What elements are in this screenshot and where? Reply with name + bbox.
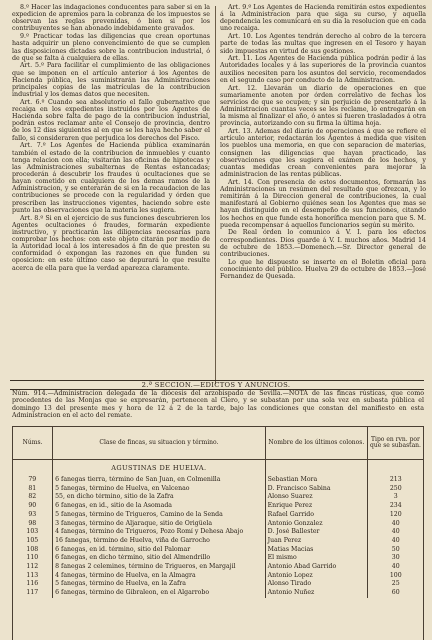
cell-num: 110: [13, 554, 53, 563]
paragraph: Art. 12. Llevarán un diario de operaciones en que sumariamente anoten por órden correlativo de fechas los servicios de que se ocupen; y sin perjuicio de presentarlo á la Administracion cuantas veces se les reclame, lo entregarán en la misma al finalizar el año, ó antes si fueren trasladados á otra provincia, autorizando con su firma la última hoja.: [220, 84, 426, 128]
table-row: [13, 572, 424, 581]
cell-desc: 4 fanegas, término de Huelva, en la Almagra: [53, 572, 266, 581]
cell-num: 90: [13, 502, 53, 511]
paragraph: Art. 5.º Para facilitar el cumplimiento de las obligaciones que se imponen en el artículo anterior á los Agentes de Hacienda pública, les suministrarán las Administraciones principales copias de las matrículas de la contribucion industrial y los demas datos que necesiten.: [12, 62, 210, 99]
paragraph: Art. 13. Ademas del diario de operaciones á que se refiere el artículo anterior, redactarán los Agentes á medida que visiten los pueblos una memoria, en que con separacion de materias, consignen las diligencias que hayan practicado, las observaciones que les sugiera el exámen de los hechos, y cuantas medidas crean convenientes para mejorar la administracion de las rentas públicas.: [220, 128, 426, 178]
cell-desc: 6 fanegas, en dicho término, sitio del Almendrillo: [53, 554, 266, 563]
paragraph: Art. 8.º Si en el ejercicio de sus funciones descubrieren los Agentes ocultaciones ó fraudes, formarán expediente instructivo, y practicarán las diligencias necesarias para comprobar los hechos: con este objeto citarán por medio de la Autoridad local á los interesados á fin de que presten su conformidad ó expongan las razones en que funden su oposicion: en este último caso se depurará lo que resulte acerca de ella para que la verdad aparezca claramente.: [12, 214, 210, 272]
table-row: [13, 563, 424, 572]
cell-num: 79: [13, 476, 53, 485]
table-header-row: [13, 427, 424, 460]
paragraph: Art. 6.º Cuando sea absolutorio el fallo gubernativo que recaiga en los expedientes instruidos por los Agentes de Hacienda sobre falta de pago de la contribucion industrial, podrán estos reclamar ante el Consejo de provincia, dentro de los 12 dias siguientes al en que se les haya hecho saber el fallo, si consideraren que perjudica los derechos del Fisco.: [12, 98, 210, 142]
header-desc: Clase de fincas, su situacion y término.: [53, 427, 266, 460]
cell-num: 117: [13, 589, 53, 598]
table-row: [13, 511, 424, 520]
cell-desc: 4 fanegas, término de Trigueros, Pozo Romí y Dehesa Abajo: [53, 528, 266, 537]
cell-colono: Antonio Gonzalez: [265, 520, 367, 529]
cell-price: 40: [391, 528, 400, 536]
cell-desc: 6 fanegas tierra, término de San Juan, en Colmenilla: [53, 476, 266, 485]
cell-num: 81: [13, 485, 53, 494]
cell-desc: 8 fanegas 2 celemines, término de Trigueros, en Margajil: [53, 563, 266, 572]
cell-desc: 16 fanegas, término de Huelva, viña de Garrocho: [53, 537, 266, 546]
table-row: [13, 537, 424, 546]
cell-price: 120: [389, 510, 402, 518]
left-column: [12, 4, 210, 272]
cell-price: 100: [389, 571, 402, 579]
cell-colono: Antonio Nuñez: [265, 589, 367, 598]
cell-price: 234: [389, 502, 402, 510]
paragraph: Art. 9.º Los Agentes de Hacienda remitirán estos expedientes á la Administracion para que siga su curso, y aquella dependencia les comunicará en su dia la resolucion que en cada uno recaiga.: [220, 4, 426, 33]
cell-desc: 5 fanegas, término de Huelva, en la Zafra: [53, 580, 266, 589]
header-name: Nombre de los últimos colonos.: [265, 427, 367, 460]
region-row: [13, 460, 424, 477]
cell-desc: 6 fanegas, en id., sitio de la Asomada: [53, 502, 266, 511]
cell-num: 105: [13, 537, 53, 546]
paragraph: Art. 14. Con presencia de estos documentos, formarán las Administraciones un resúmen del resultado que ofrezcan, y lo remitirán á la Direccion general de contribuciones, la cual manifestará al Gobierno quiénes sean los Agentes que mas se hayan distinguido en el desempeño de sus funciones, citando los hechos en que funde esta honorífica mencion para que S. M. pueda recompensar á aquellos funcionarios según su mérito.: [220, 178, 426, 229]
cell-colono: El mismo: [265, 554, 367, 563]
cell-num: 103: [13, 528, 53, 537]
table-row: [13, 476, 424, 485]
section-title: 2.ª SECCION.—EDICTOS Y ANUNCIOS.: [141, 381, 291, 389]
cell-colono: Rafael Garrido: [265, 511, 367, 520]
table-row: [13, 502, 424, 511]
cell-colono: Sebastian Mora: [265, 476, 367, 485]
cell-price: 213: [389, 476, 402, 483]
cell-colono: Matias Macias: [265, 546, 367, 555]
paragraph: Lo que he dispuesto se inserte en el Boletin oficial para conocimiento del público. Huelva 29 de octubre de 1853.—José Fernandez de Quesada.: [220, 258, 426, 280]
cell-colono: Antonio Abad Garrido: [265, 563, 367, 572]
cell-colono: Enrique Perez: [265, 502, 367, 511]
paragraph: Art. 11. Los Agentes de Hacienda pública podrán pedir á las Autoridades locales y á las superiores de la provincia cuantos auxilios necesiten para los asuntos del servicio, recomendados en el segundo caso por conducto de la Administracion.: [220, 55, 426, 84]
cell-num: 112: [13, 563, 53, 572]
paragraph: Art. 7.º Los Agentes de Hacienda pública examinarán también el estado de la contribucion de inmuebles y cuanto tenga relacion con ella; visitarán las oficinas de hipotecas y las Administraciones subalternas de Rentas estancadas; procederán á descubrir los fraudes ú ocultaciones que se hayan cometido en cualquiera de los demas ramos de la Administracion, y se enterarán de si en la recaudacion de las contribuciones se procede con la regularidad y órden que prescriben las instrucciones vigentes, haciendo sobre este punto las observaciones que la materia les sugiera.: [12, 142, 210, 214]
auction-table: [12, 426, 424, 598]
cell-price: 40: [391, 563, 400, 571]
table-row: [13, 485, 424, 494]
column-divider: [215, 6, 216, 384]
cell-price: 3: [393, 493, 398, 501]
cell-colono: Alonso Tirado: [265, 580, 367, 589]
cell-desc: 6 fanegas, término de Gibraleon, en el Algarrobo: [53, 589, 266, 598]
cell-colono: Alonso Suarez: [265, 493, 367, 502]
header-num: Núms.: [13, 427, 53, 460]
cell-colono: D. Francisco Sabina: [265, 485, 367, 494]
table-row: [13, 520, 424, 529]
cell-num: 113: [13, 572, 53, 581]
cell-price: 60: [391, 589, 400, 597]
right-column: [220, 4, 426, 280]
cell-desc: 3 fanegas, término de Aljaraque, sitio de Origüela: [53, 520, 266, 529]
cell-desc: 55, en dicho término, sitio de la Zafra: [53, 493, 266, 502]
paragraph: De Real órden lo comunico á V. I. para los efectos correspondientes. Dios guarde á V. I. muchos años. Madrid 14 de octubre de 1853.—Domenech.—Sr. Director general de contribuciones.: [220, 229, 426, 258]
cell-price: 40: [391, 536, 400, 544]
table-row: [13, 528, 424, 537]
table-row: [13, 546, 424, 555]
header-price: Tipo en rvn. por que se subastan.: [367, 427, 423, 460]
cell-price: 30: [391, 554, 400, 562]
auction-notice: Núm. 914.—Administracion delegada de la diócesis del arzobispado de Sevilla.—NOTA de las fincas rústicas, que como procedentes de las Monjas que se expresarán, pertenecen al Clero, y se subastan por una sola vez en subasta pública el domingo 13 del presente mes y hora de 12 á 2 de la tarde, bajo las condiciones que constan del manifiesto en esta Administracion en el acto del remate.: [12, 390, 424, 419]
cell-num: 116: [13, 580, 53, 589]
cell-desc: 5 fanegas, término de Trigueros, Camino de la Senda: [53, 511, 266, 520]
table-row: [13, 589, 424, 598]
cell-price: 25: [391, 580, 400, 588]
paragraph: 9.º Practicar todas las diligencias que crean oportunas hasta adquirir un pleno convencimiento de que se cumplen las disposiciones dictadas sobre la contribucion industrial, ó de que se falta á cualquiera de ellas.: [12, 33, 210, 62]
cell-num: 93: [13, 511, 53, 520]
paragraph: 8.º Hacer las indagaciones conducentes para saber si en la expedicion de apremios para la cobranza de los impuestos se observan las reglas prevenidas, ó bien si por los contribuyentes se han abonado indebidamente gravados.: [12, 4, 210, 33]
cell-price: 250: [389, 484, 402, 492]
cell-desc: 5 fanegas, término de Huelva, en Valcenao: [53, 485, 266, 494]
cell-num: 108: [13, 546, 53, 555]
table-row: [13, 493, 424, 502]
cell-colono: Antonio Lopez: [265, 572, 367, 581]
cell-colono: D. José Ballester: [265, 528, 367, 537]
cell-desc: 6 fanegas, en id. término, sitio del Palomar: [53, 546, 266, 555]
paragraph: Art. 10. Los Agentes tendrán derecho al cobro de la tercera parte de todas las multas que ingresen en el Tesoro y hayan sido impuestas en virtud de sus gestiones.: [220, 33, 426, 55]
cell-num: 98: [13, 520, 53, 529]
table-row: [13, 580, 424, 589]
region-heading: AGUSTINAS DE HUELVA.: [53, 460, 266, 477]
cell-price: 50: [391, 545, 400, 553]
cell-num: 82: [13, 493, 53, 502]
table-row: [13, 554, 424, 563]
cell-colono: Juan Perez: [265, 537, 367, 546]
cell-price: 40: [391, 519, 400, 527]
